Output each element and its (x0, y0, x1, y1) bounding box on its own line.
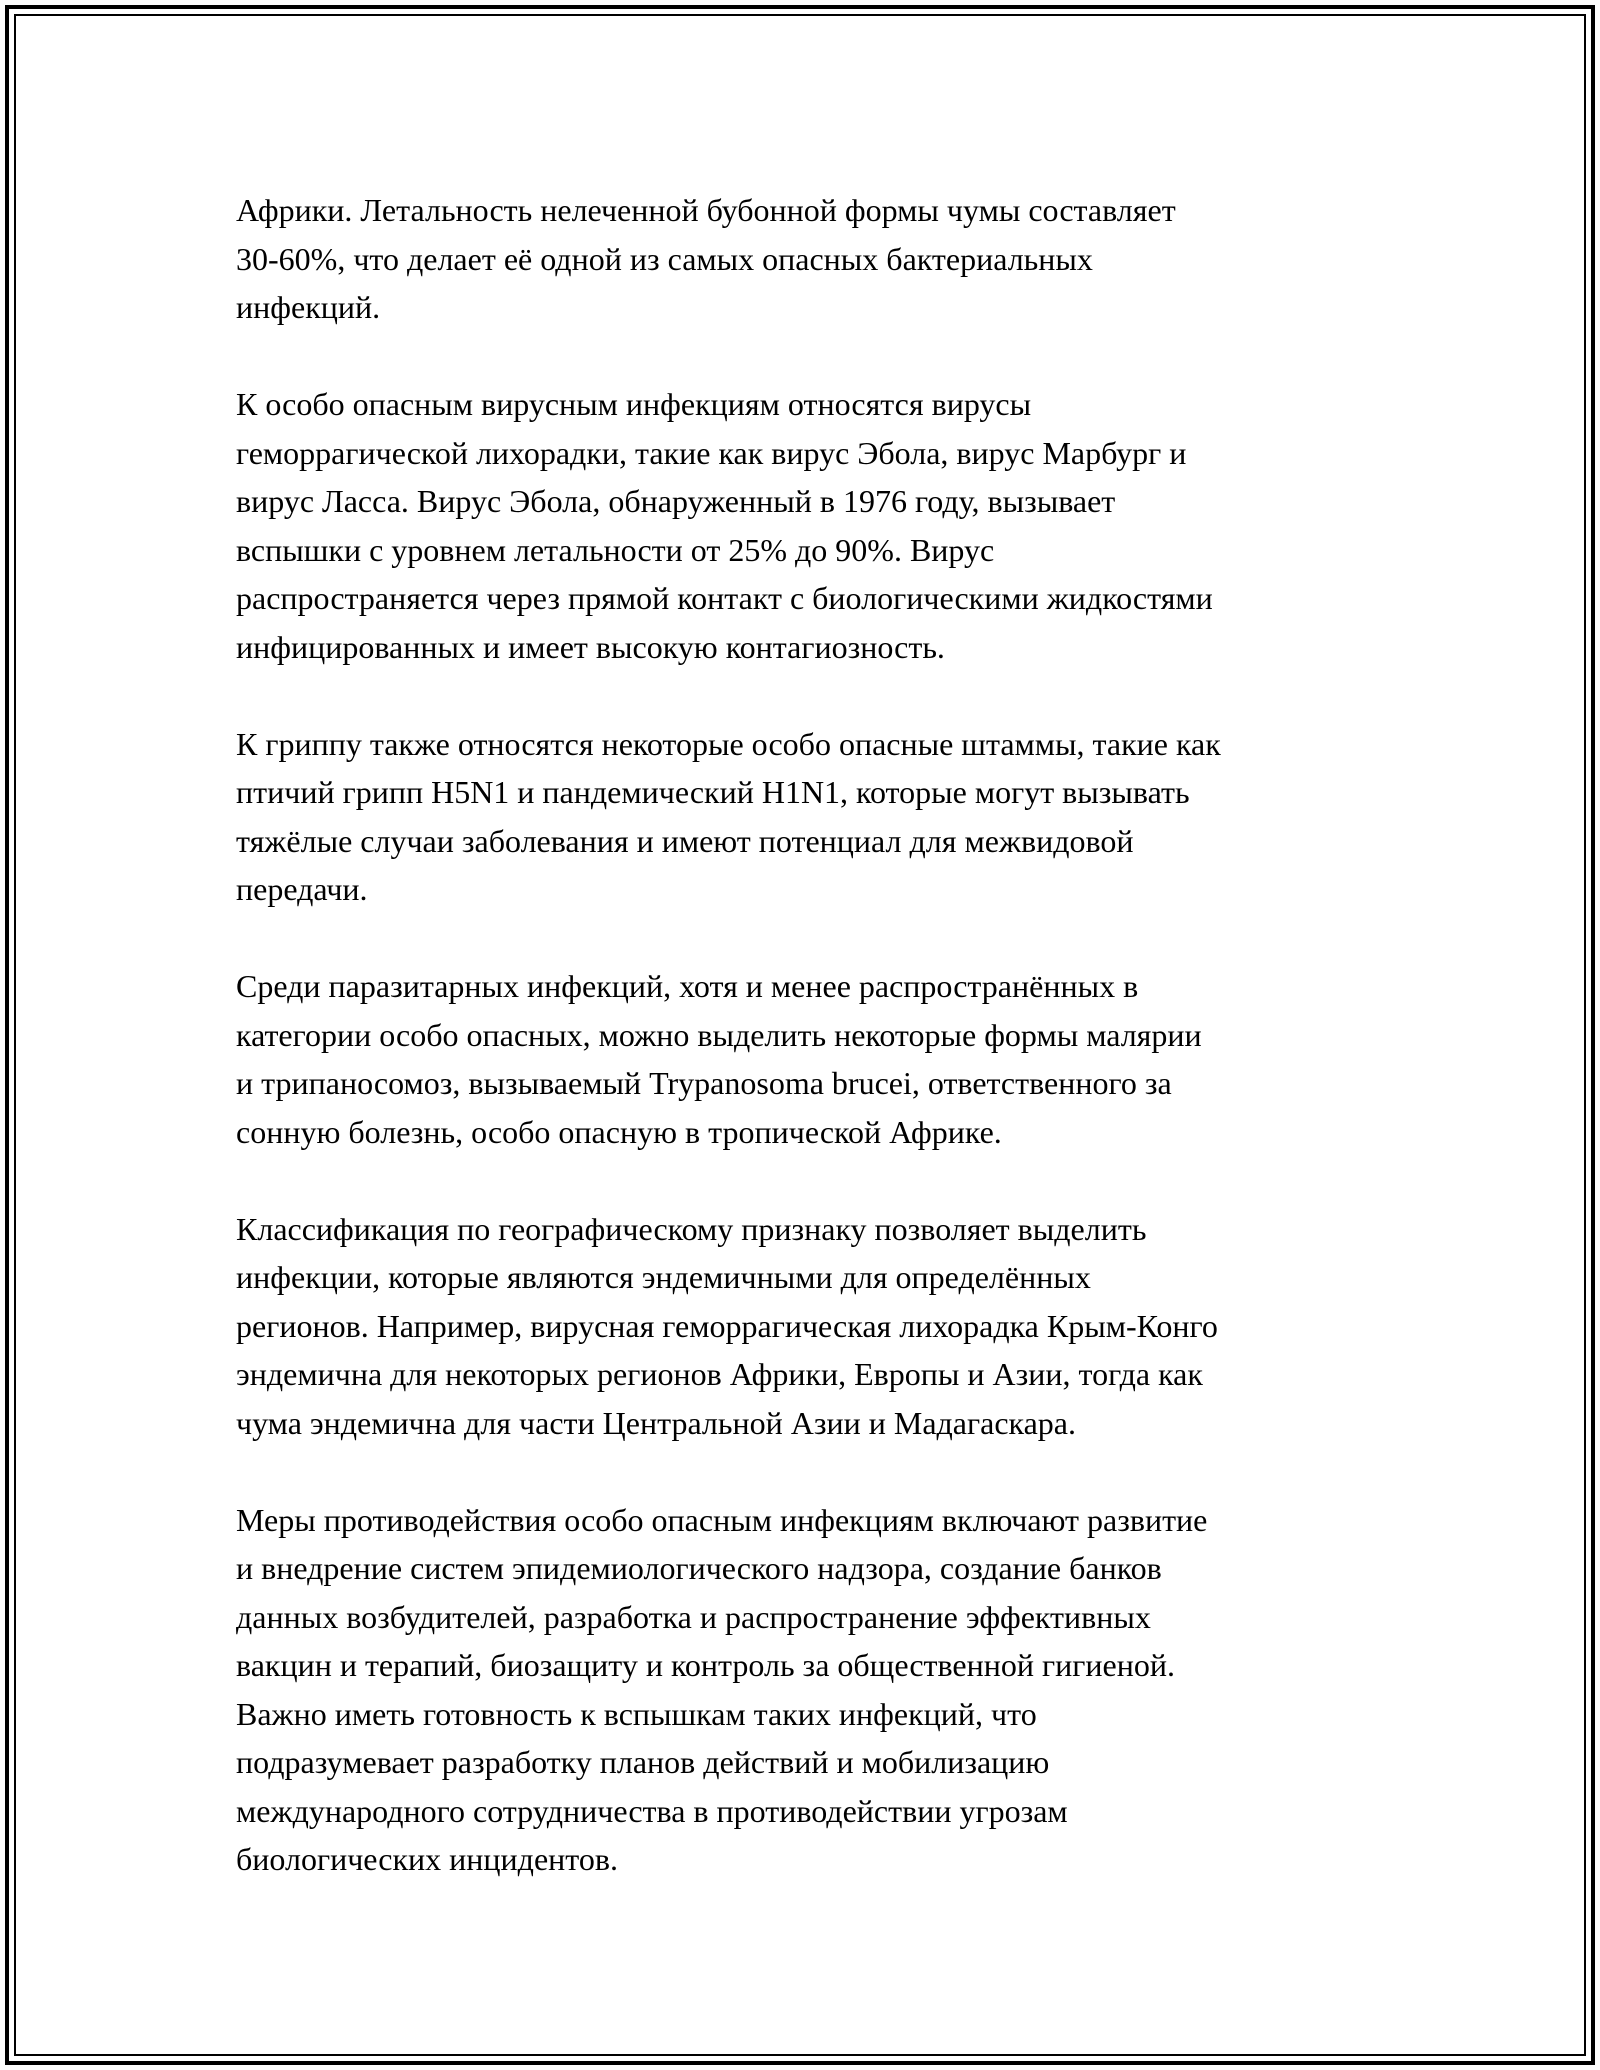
paragraph-plague-lethality: Африки. Летальность нелеченной бубонной формы чумы составляет 30-60%, что делает её одной из самых опасных бактериальных инфекций. (236, 192, 1176, 325)
document-body (236, 186, 1396, 1884)
paragraph-viral-infections: К особо опасным вирусным инфекциям относятся вирусы геморрагической лихорадки, такие как вирус Эбола, вирус Марбург и вирус Ласса. Вирус Эбола, обнаруженный в 1976 году, вызывает вспышки с уровнем летальности от 25% до 90%. Вирус распространяется через прямой контакт с биологическими жидкостями инфицированных и имеет высокую контагиозность. (236, 386, 1213, 665)
paragraph-parasitic-infections: Среди паразитарных инфекций, хотя и менее распространённых в категории особо опасных, можно выделить некоторые формы малярии и трипаносомоз, вызываемый Trypanosoma brucei, ответственного за сонную болезнь, особо опасную в тропической Африке. (236, 968, 1202, 1150)
paragraph-geographic-classification: Классификация по географическому признаку позволяет выделить инфекции, которые являются эндемичными для определённых регионов. Например, вирусная геморрагическая лихорадка Крым-Конго эндемична для некоторых регионов Африки, Европы и Азии, тогда как чума эндемична для части Центральной Азии и Мадагаскара. (236, 1210, 1218, 1441)
paragraph-influenza: К гриппу также относятся некоторые особо опасные штаммы, такие как птичий грипп H5N1 и пандемический H1N1, которые могут вызывать тяжёлые случаи заболевания и имеют потенциал для межвидовой передачи. (236, 725, 1221, 907)
paragraph-countermeasures: Меры противодействия особо опасным инфекциям включают развитие и внедрение систем эпидемиологического надзора, создание банков данных возбудителей, разработка и распространение эффективных вакцин и терапий, биозащиту и контроль за общественной гигиеной. Важно иметь готовность к вспышкам таких инфекций, что подразумевает разработку планов действий и мобилизацию международного сотрудничества в противодействии угрозам биологических инцидентов. (236, 1501, 1208, 1877)
